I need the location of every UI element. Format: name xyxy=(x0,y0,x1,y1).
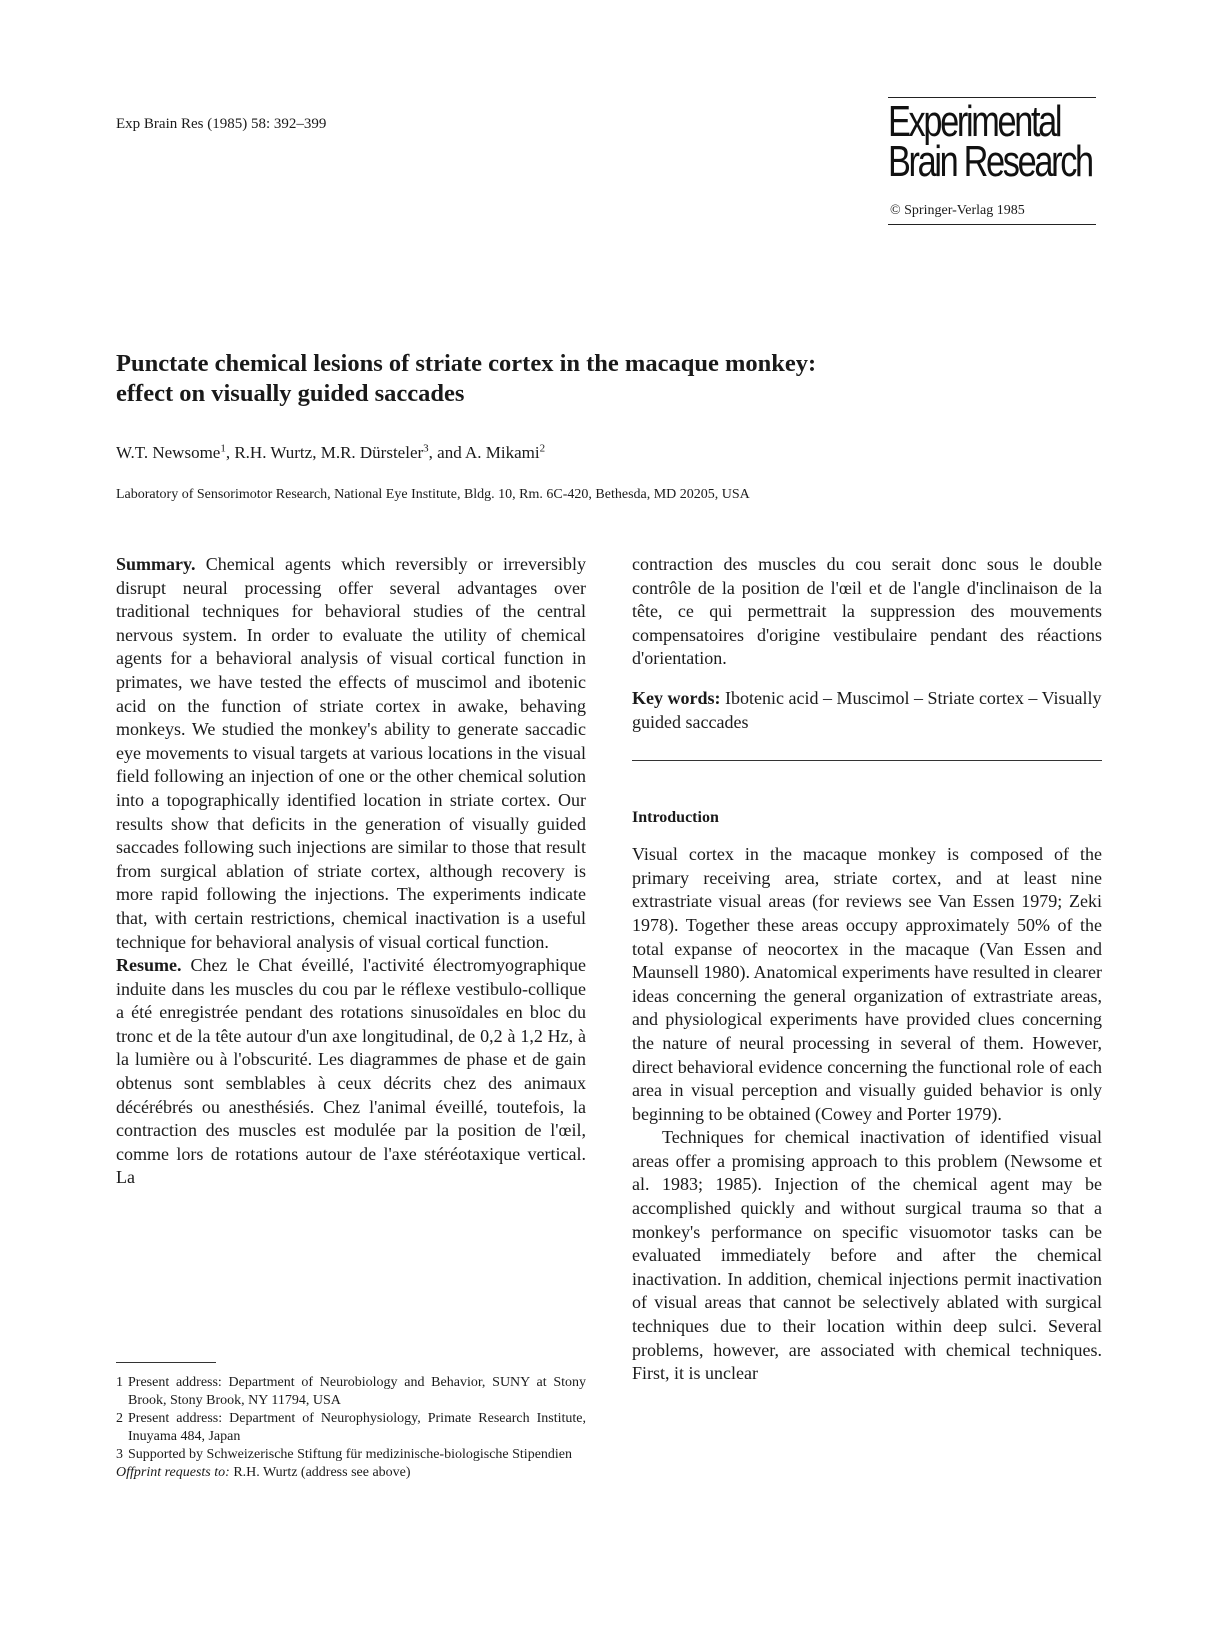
introduction-paragraph-2: Techniques for chemical inactivation of identified visual areas offer a promising approach to this problem (Newsome et al. 1983; 1985). Injection of the chemical agent may be accomplished quickly and without surgical trauma so that a monkey's performance on specific visuomotor tasks can be evaluated immediately before and after the chemical inactivation. In addition, chemical injections permit inactivation of visual areas that cannot be selectively ablated with surgical techniques due to their location within deep sulci. Several problems, however, are associated with chemical techniques. First, it is unclear xyxy=(632,1127,1102,1384)
resume-text-left: Chez le Chat éveillé, l'activité électromyographique induite dans les muscles du cou par le réflexe vestibulo-collique a été enregistrée pendant des rotations sinusoïdales en bloc du tronc et de la tête autour d'un axe longitudinal, de 0,2 à 1,2 Hz, à la lumière ou à l'obscurité. Les diagrammes de phase et de gain obtenus sont semblables à ceux décrits chez des animaux décérébrés ou anesthésiés. Chez l'animal éveillé, toutefois, la contraction des muscles est modulée par la position de l'œil, comme lors de rotations autour de l'axe stéréotaxique vertical. La xyxy=(116,955,586,1188)
right-column xyxy=(632,553,1102,1386)
author-sup-3: 3 xyxy=(423,442,429,455)
author-wurtz-dursteler: , R.H. Wurtz, M.R. Dürsteler xyxy=(225,443,424,462)
paper-title xyxy=(116,349,1116,409)
section-divider xyxy=(632,760,1102,761)
left-column xyxy=(116,553,586,1190)
keywords xyxy=(632,687,1102,734)
author-newsome: W.T. Newsome xyxy=(116,443,221,462)
resume-continued: contraction des muscles du cou serait donc sous le double contrôle de la position de l'œil et de l'angle d'inclinaison de la tête, ce qui permettrait la suppression des mouvements compensatoires d'origine vestibulaire pendant des réactions d'orientation. xyxy=(632,554,1102,669)
footnote-item xyxy=(116,1410,586,1446)
author-list xyxy=(116,443,545,463)
journal-rule-bottom xyxy=(888,224,1096,225)
author-sup-2: 2 xyxy=(539,442,546,455)
footnote-number: 1 xyxy=(116,1375,123,1390)
resume-paragraph xyxy=(116,954,586,1190)
footnote-text: Supported by Schweizerische Stiftung für medizinische-biologische Stipendien xyxy=(128,1447,573,1462)
summary-text: Chemical agents which reversibly or irreversibly disrupt neural processing offer several advantages over traditional techniques for behavioral studies of the central nervous system. In order to evaluate the utility of chemical agents for a behavioral analysis of visual cortical function in primates, we have tested the effects of muscimol and ibotenic acid on the function of striate cortex in awake, behaving monkeys. We studied the monkey's ability to generate saccadic eye movements to visual targets at various locations in the visual field following an injection of one or the other chemical solution into a topographically identified location in striate cortex. Our results show that deficits in the generation of visually guided saccades following such injections are similar to those that result from surgical ablation of striate cortex, although recovery is more rapid following the injections. The experiments indicate that, with certain restrictions, chemical inactivation is a useful technique for behavioral analysis of visual cortical function. xyxy=(116,554,586,952)
footnotes xyxy=(116,1374,586,1482)
author-mikami: , and A. Mikami xyxy=(428,443,540,462)
paper-title-line2: effect on visually guided saccades xyxy=(116,380,465,407)
footnote-item xyxy=(116,1446,586,1464)
footnote-rule xyxy=(116,1362,216,1363)
footnote-number: 2 xyxy=(116,1411,123,1426)
paper-title-line1: Punctate chemical lesions of striate cortex in the macaque monkey: xyxy=(116,350,817,377)
author-sup-1: 1 xyxy=(220,442,226,455)
footnote-number: 3 xyxy=(116,1447,123,1462)
footnote-text: Present address: Department of Neurophysiology, Primate Research Institute, Inuyama 484, Japan xyxy=(128,1411,586,1444)
introduction-heading: Introduction xyxy=(632,809,719,827)
affiliation: Laboratory of Sensorimotor Research, National Eye Institute, Bldg. 10, Rm. 6C-420, Bethesda, MD 20205, USA xyxy=(116,487,750,502)
footnote-item xyxy=(116,1374,586,1410)
journal-logo-line1: Experimental xyxy=(888,97,1061,146)
offprint-requests xyxy=(116,1464,586,1482)
journal-logo-line2: Brain Research xyxy=(888,137,1092,186)
resume-label: Resume. xyxy=(116,955,182,976)
journal-citation: Exp Brain Res (1985) 58: 392–399 xyxy=(116,116,327,132)
offprint-text: R.H. Wurtz (address see above) xyxy=(233,1465,411,1480)
introduction-paragraph-1: Visual cortex in the macaque monkey is composed of the primary receiving area, striate cortex, and at least nine extrastriate visual areas (for reviews see Van Essen 1979; Zeki 1978). Together these areas occupy approximately 50% of the total expanse of neocortex in the macaque (Van Essen and Maunsell 1980). Anatomical experiments have resulted in clearer ideas concerning the general organization of extrastriate areas, and physiological experiments have provided clues concerning the nature of neural processing in several of them. However, direct behavioral evidence concerning the functional role of each area in visual perception and visually guided behavior is only beginning to be obtained (Cowey and Porter 1979). xyxy=(632,844,1102,1124)
keywords-label: Key words: xyxy=(632,687,721,708)
footnote-text: Present address: Department of Neurobiology and Behavior, SUNY at Stony Brook, Stony Brook, NY 11794, USA xyxy=(128,1375,586,1408)
summary-paragraph xyxy=(116,553,586,954)
keywords-text: Ibotenic acid – Muscimol – Striate cortex – Visually guided saccades xyxy=(632,687,1102,732)
summary-label: Summary. xyxy=(116,554,196,574)
copyright-notice: © Springer-Verlag 1985 xyxy=(890,203,1025,218)
offprint-label: Offprint requests to: xyxy=(116,1465,230,1480)
journal-logo xyxy=(888,97,1092,186)
